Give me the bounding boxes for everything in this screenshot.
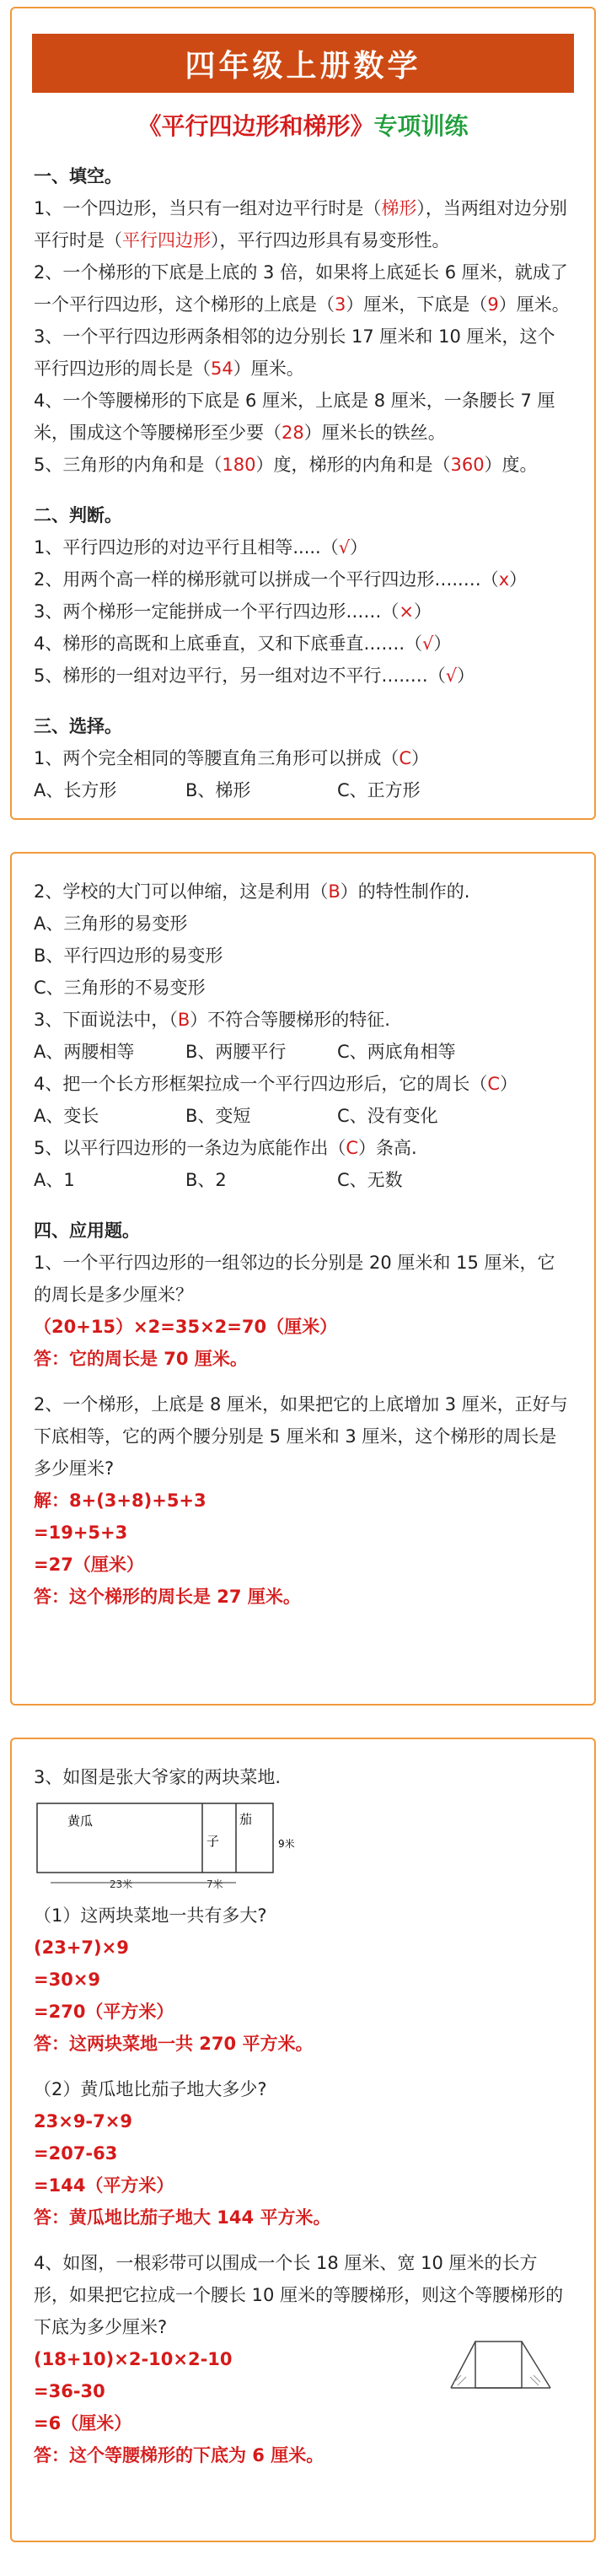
judge-item: 4、梯形的高既和上底垂直，又和下底垂直…….（√） [34,633,452,654]
app-q4-solution: (18+10)×2-10×2-10 [34,2349,233,2369]
section-heading-choice: 三、选择。 [34,716,122,736]
app-q3-sub2-solution: =207-63 [34,2143,118,2164]
dim-23m: 23米 [110,1878,133,1890]
choice-q1: 1、两个完全相同的等腰直角三角形可以拼成（C） [34,748,430,768]
app-q3-sub1-solution: (23+7)×9 [34,1937,129,1958]
fill-q2: 2、一个梯形的下底是上底的 3 倍，如果将上底延长 6 厘米，就成了一个平行四边形，这个梯形的上底是（3）厘米，下底是（9）厘米。 [34,262,570,315]
app-q4: 4、如图，一根彩带可以围成一个长 18 厘米、宽 10 厘米的长方形，如果把它拉成一个腰长 10 厘米的等腰梯形，则这个等腰梯形的下底为多少厘米? [34,2253,564,2337]
fill-q1: 1、一个四边形，当只有一组对边平行时是（梯形），当两组对边分别平行时是（平行四边形），平行四边形具有易变形性。 [34,198,567,251]
label-eggplant-1: 茄 [239,1812,253,1827]
choice-q3: 3、下面说法中，（B）不符合等腰梯形的特征. [34,1010,390,1030]
judge-item: 2、用两个高一样的梯形就可以拼成一个平行四边形…..…（x） [34,569,528,590]
title-banner [32,34,574,93]
fill-q4: 4、一个等腰梯形的下底是 6 厘米，上底是 8 厘米，一条腰长 7 厘米，围成这个等腰梯形至少要（28）厘米长的铁丝。 [34,391,555,443]
vegetable-plot-figure [34,1798,312,1891]
app-q4-solution: =36-30 [34,2381,105,2401]
judge-item: 1、平行四边形的对边平行且相等.....（√） [34,537,368,558]
app-q3-sub1-solution: =30×9 [34,1970,101,1990]
app-q3-sub1-answer: 答：这两块菜地一共 270 平方米。 [34,2034,314,2054]
card-1 [10,7,596,820]
app-q4-solution: =6（厘米） [34,2413,132,2433]
choice-q4-options: A、变长 B、变短 C、没有变化 [34,1106,438,1126]
choice-q2-option: A、三角形的易变形 [34,913,188,934]
judge-item: 5、梯形的一组对边平行，另一组对边不平行…..…（√） [34,666,475,686]
judge-item: 3、两个梯形一定能拼成一个平行四边形……（×） [34,601,432,622]
trapezoid-figure [446,2335,555,2402]
page-title: 四年级上册数学 [185,48,421,84]
section-heading-judge: 二、判断。 [34,505,122,525]
subtitle [12,108,594,142]
app-q2-solution: =27（厘米） [34,1555,144,1575]
choice-q1-options: A、长方形 B、梯形 C、正方形 [34,780,421,800]
subtitle-book: 《平行四边形和梯形》 [137,112,374,140]
label-cucumber: 黄瓜 [67,1813,94,1829]
app-q3-sub2: （2）黄瓜地比茄子地大多少? [34,2079,267,2099]
app-q1: 1、一个平行四边形的一组邻边的长分别是 20 厘米和 15 厘米，它的周长是多少厘米？ [34,1253,555,1305]
app-q3-sub2-answer: 答：黄瓜地比茄子地大 144 平方米。 [34,2207,331,2228]
app-q3: 3、如图是张大爷家的两块菜地. [34,1767,282,1787]
dim-9m: 9米 [278,1838,295,1850]
choice-q4: 4、把一个长方形框架拉成一个平行四边形后，它的周长（C） [34,1074,518,1094]
app-q3-sub1-solution: =270（平方米） [34,2002,174,2022]
app-q3-sub2-solution: =144（平方米） [34,2175,174,2196]
section-heading-fill: 一、填空。 [34,166,122,186]
app-q1-solution: （20+15）×2=35×2=70（厘米） [34,1317,338,1337]
choice-q3-options: A、两腰相等 B、两腰平行 C、两底角相等 [34,1042,456,1062]
app-q2: 2、一个梯形，上底是 8 厘米，如果把它的上底增加 3 厘米，正好与下底相等，它的两个腰分别是 5 厘米和 3 厘米，这个梯形的周长是多少厘米? [34,1394,568,1479]
section-heading-application: 四、应用题。 [34,1221,140,1241]
choice-q5-options: A、1 B、2 C、无数 [34,1170,403,1190]
fill-q3: 3、一个平行四边形两条相邻的边分别长 17 厘米和 10 厘米，这个平行四边形的周长是（54）厘米。 [34,326,555,379]
fill-q5: 5、三角形的内角和是（180）度，梯形的内角和是（360）度。 [34,455,538,475]
app-q2-solution: =19+5+3 [34,1522,128,1543]
app-q2-answer: 答：这个梯形的周长是 27 厘米。 [34,1587,301,1607]
app-q4-answer: 答：这个等腰梯形的下底为 6 厘米。 [34,2445,324,2466]
subtitle-suffix: 专项训练 [373,112,469,140]
dim-7m: 7米 [206,1878,223,1890]
card-3 [10,1738,596,2542]
choice-q2-option: C、三角形的不易变形 [34,978,206,998]
app-q1-answer: 答：它的周长是 70 厘米。 [34,1349,248,1369]
label-eggplant-2: 子 [206,1834,220,1849]
app-q3-sub2-solution: 23×9-7×9 [34,2111,132,2131]
app-q3-sub1: （1）这两块菜地一共有多大? [34,1905,267,1926]
card-2 [10,852,596,1706]
app-q2-solution: 解：8+(3+8)+5+3 [34,1490,206,1511]
choice-q5: 5、以平行四边形的一条边为底能作出（C）条高. [34,1138,417,1158]
choice-q2-option: B、平行四边形的易变形 [34,946,223,966]
choice-q2: 2、学校的大门可以伸缩，这是利用（B）的特性制作的. [34,881,470,902]
